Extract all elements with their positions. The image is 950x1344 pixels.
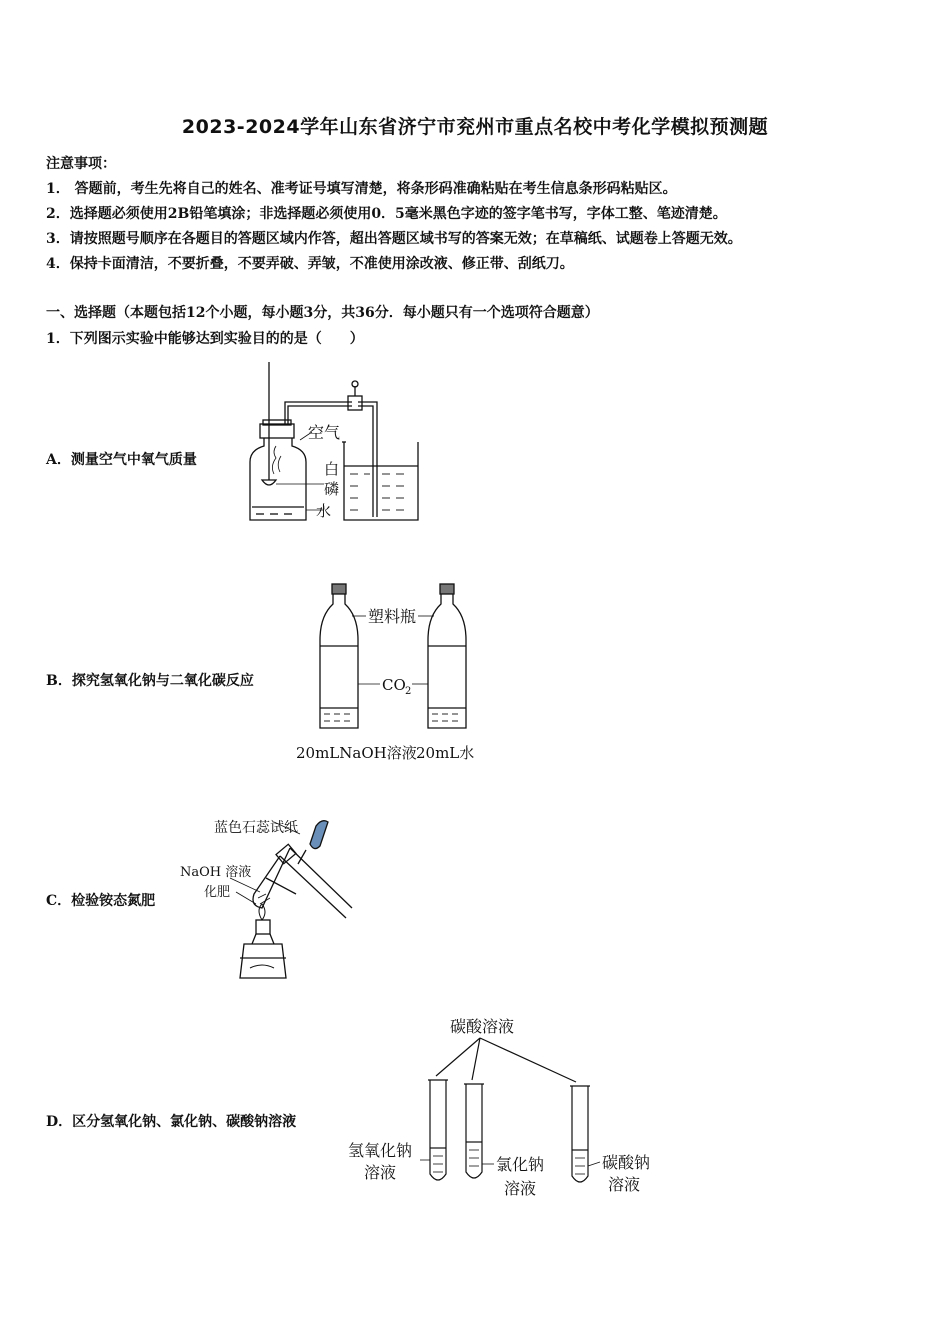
fig-b-label-co: CO (382, 676, 406, 694)
section-heading: 一、选择题（本题包括12个小题，每小题3分，共36分．每小题只有一个选项符合题意） (46, 305, 599, 321)
notice-item-4: 4．保持卡面清洁，不要折叠，不要弄破、弄皱，不准使用涂改液、修正带、刮纸刀。 (46, 256, 574, 272)
figure-a-apparatus (240, 362, 430, 527)
fig-d-label-na2co3-1: 碳酸钠 (602, 1153, 651, 1172)
option-d-label: D．区分氢氧化钠、氯化钠、碳酸钠溶液 (46, 1114, 297, 1130)
fig-d-label-nacl-1: 氯化钠 (496, 1155, 545, 1174)
fig-d-label-naoh-1: 氢氧化钠 (348, 1141, 413, 1160)
fig-d-label-nacl-2: 溶液 (504, 1179, 537, 1198)
figure-d-test-tubes (344, 1014, 664, 1204)
notice-item-1: 1． 答题前，考生先将自己的姓名、准考证号填写清楚，将条形码准确粘贴在考生信息条形码粘贴区。 (46, 181, 677, 197)
notice-heading: 注意事项： (46, 156, 116, 172)
fig-d-label-naoh-2: 溶液 (364, 1163, 397, 1182)
fig-b-label-subscript-2: 2 (405, 686, 412, 697)
fig-c-label-naoh: NaOH 溶液 (180, 865, 252, 880)
fig-d-label-na2co3-2: 溶液 (608, 1175, 641, 1194)
fig-a-label-water: 水 (316, 502, 332, 520)
option-b-label: B．探究氢氧化钠与二氧化碳反应 (46, 673, 254, 689)
page-title: 2023-2024学年山东省济宁市兖州市重点名校中考化学模拟预测题 (181, 116, 769, 138)
fig-c-label-fertilizer: 化肥 (204, 885, 231, 900)
figure-c-apparatus (180, 808, 360, 988)
fig-a-label-white: 白 (324, 460, 340, 478)
option-a-label: A．测量空气中氧气质量 (46, 452, 197, 468)
fig-b-label-water: 20mL水 (416, 744, 475, 762)
question-1-stem: 1．下列图示实验中能够达到实验目的的是（ ） (46, 331, 364, 347)
fig-a-label-air: 空气 (308, 423, 341, 442)
fig-c-label-litmus: 蓝色石蕊试纸 (214, 820, 298, 836)
option-c-label: C．检验铵态氮肥 (46, 893, 156, 909)
fig-b-label-plastic-bottle: 塑料瓶 (368, 607, 417, 626)
fig-b-label-naoh: 20mLNaOH溶液 (296, 744, 417, 762)
fig-a-label-phosphorus: 磷 (324, 480, 340, 498)
fig-d-label-carbonic-acid: 碳酸溶液 (450, 1017, 515, 1036)
notice-item-3: 3．请按照题号顺序在各题目的答题区域内作答，超出答题区域书写的答案无效；在草稿纸、试题卷上答题无效。 (46, 231, 742, 247)
figure-b-bottles (296, 580, 486, 765)
notice-item-2: 2．选择题必须使用2B铅笔填涂；非选择题必须使用0．5毫米黑色字迹的签字笔书写，字体工整、笔迹清楚。 (46, 206, 727, 222)
